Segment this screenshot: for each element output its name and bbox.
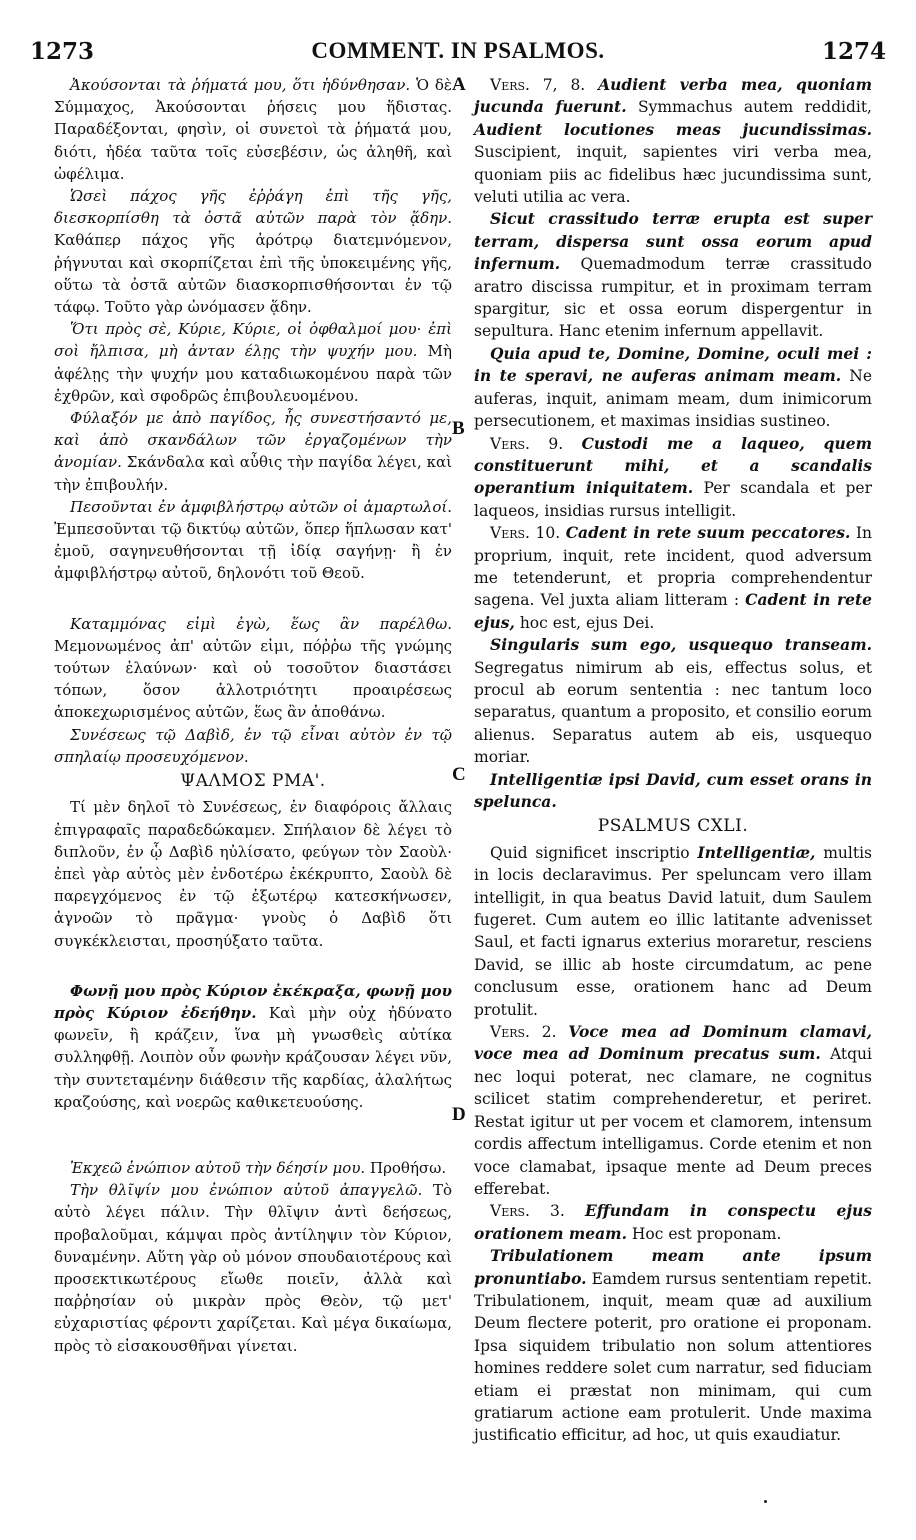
greek-paragraph: Ὅτι πρὸς σὲ, Κύριε, Κύριε, οἱ ὀφθαλμοί μου· ἐπὶ σοὶ ἤλπισα, μὴ ἀνταν έλῃς τὴν ψυχήν μου. Μὴ ἀφέλῃς τὴν ψυχήν μου καταδιωκομένου παρὰ τῶν ἐχθρῶν, καὶ σφοδρῶς ἐπιβουλευομένου. [54,320,452,405]
latin-column [474,74,872,1447]
latin-paragraph: Vers. 3. Effundam in conspectu ejus orationem meam. Hoc est proponam. [474,1201,873,1243]
margin-letter-a: A [452,74,466,95]
page-number-left: 1273 [30,38,95,65]
latin-paragraph: Vers. 2. Voce mea ad Dominum clamavi, voce mea ad Dominum precatus sum. Atqui nec loqui poterat, nec clamare, ne cognitus scilicet statim comprehenderetur, et periret. Restat igitur ut per vocem et clamorem, intensum cordis affectum intelligamus. Corde etenim et non voce clamabat, ipsaque mente ad Deum preces efferebat. [474,1022,872,1198]
greek-paragraph: Ἐκχεῶ ἐνώπιον αὐτοῦ τὴν δέησίν μου. Προθήσω. [70,1158,447,1177]
greek-paragraph: Καταμμόνας εἰμὶ ἐγὼ, ἕως ἂν παρέλθω. Μεμονωμένος ἀπ' αὐτῶν εἰμι, πόῤῥω τῆς γνώμης τούτων ἐλαύνων· καὶ οὐ τοσοῦτον διαστάσει τόπων, ὅσον ἀλλοτριότητι προαιρέσεως ἀποκεχωρισμένος αὐτῶν, ἕως ἂν ἀποθάνω. [54,614,452,722]
greek-paragraph: Ἀκούσονται τὰ ῥήματά μου, ὅτι ἡδύνθησαν. Ὁ δὲ Σύμμαχος, Ἀκούσονται ῥήσεις μου ἥδιστας. Παραδέξονται, φησὶν, οἱ συνετοὶ τὰ ῥήματά μου, διότι, ἡδέα ταῦτα τοῖς εὐσεβέσιν, ὡς ἀληθῆ, καὶ ὠφέλιμα. [54,76,452,183]
print-speck [764,1500,767,1503]
greek-paragraph: Ὡσεὶ πάχος γῆς ἐῤῥάγη ἐπὶ τῆς γῆς, διεσκορπίσθη τὰ ὀστᾶ αὐτῶν παρὰ τὸν ᾅδην. Καθάπερ πάχος γῆς ἀρότρῳ διατεμνόμενον, ῥήγνυται καὶ σκορπίζεται ἐπὶ τῆς ὑποκειμένης γῆς, οὕτω τὰ ὀστᾶ αὐτῶν διασκορπισθήσονται ἐν τῷ τάφῳ. Τοῦτο γὰρ ὠνόμασεν ᾅδην. [54,187,452,317]
margin-letter-c: C [452,764,466,785]
latin-paragraph: Sicut crassitudo terræ erupta est super terram, dispersa sunt ossa eorum apud infernum. Quemadmodum terræ crassitudo aratro discissa rumpitur, et in proximam terram spargitur, sic et ossa eorum dispergentur in sepultura. Hanc etenim infernum appellavit. [474,209,872,341]
greek-paragraph: Τί μὲν δηλοῖ τὸ Συνέσεως, ἐν διαφόροις ἄλλαις ἐπιγραφαῖς παραδεδώκαμεν. Σπήλαιον δὲ λέγει τὸ διπλοῦν, ἐν ᾧ Δαβὶδ ηὐλίσατο, φεύγων τὸν Σαοὺλ· ἐπεὶ γὰρ αὐτὸς μὲν ἐνδοτέρω ἐκέκρυπτο, Σαοὺλ δὲ παρεγχόμενος ἐν τῷ ἐξωτέρῳ κατεσκήνωσεν, ἀγνοῶν τὸ πρᾶγμα· γνοὺς ὁ Δαβὶδ ὅτι συγκέκλεισται, προσηύξατο ταῦτα. [54,798,452,950]
latin-paragraph: Quid significet inscriptio Intelligentiæ, multis in locis declaravimus. Per speluncam vero illam intelligit, in qua beatus David latuit, dum Saulem fugeret. Cum autem eo illic latitante advenisset Saul, et facti ignarus exterius moraretur, resciens David, se illic ab hoste circumdatum, ac pene conclusum esse, orationem hanc ad Deum protulit. [474,842,872,1019]
latin-paragraph: Quia apud te, Domine, Domine, oculi mei : in te speravi, ne auferas animam meam. Ne auferas, inquit, animam meam, dum inimicorum persecutionem, et maximas insidias sustineo. [474,343,872,431]
latin-paragraph: Vers. 7, 8. Audient verba mea, quoniam jucunda fuerunt. Symmachus autem reddidit, Audient locutiones meas jucundissimas. Suscipient, inquit, sapientes viri verba mea, quoniam piis ac fidelibus hæc jucundissima sunt, veluti utilia ac vera. [474,75,872,207]
margin-letter-d: D [452,1104,466,1125]
margin-letter-b: B [452,418,465,439]
greek-paragraph: Φωνῇ μου πρὸς Κύριον ἐκέκραξα, φωνῇ μου πρὸς Κύριον ἐδεήθην. Καὶ μὴν οὐχ ἠδύνατο φωνεῖν, ἢ κράζειν, ἵνα μὴ γνωσθεὶς αὐτίκα συλληφθῇ. Λοιπὸν οὖν φωνὴν κράζουσαν λέγει νῦν, τὴν συντεταμένην διάθεσιν τῆς καρδίας, ἀλαλήτως κραζούσης, καὶ νοερῶς καθικετευούσης. [54,981,452,1111]
greek-paragraph: Φύλαξόν με ἀπὸ παγίδος, ἧς συνεστήσαντό με, καὶ ἀπὸ σκανδάλων τῶν ἐργαζομένων τὴν ἀνομίαν. Σκάνδαλα καὶ αὖθις τὴν παγίδα λέγει, καὶ τὴν ἐπιβουλήν. [54,409,452,494]
running-title: COMMENT. IN PSALMOS. [311,38,605,63]
psalm-title-greek: ΨΑΛΜΟΣ ΡΜΑ'. [180,771,326,792]
greek-paragraph: Τὴν θλῖψίν μου ἐνώπιον αὐτοῦ ἀπαγγελῶ. Τὸ αὐτὸ λέγει πάλιν. Τὴν θλῖψιν ἀντὶ δεήσεως, προβαλοῦμαι, κάμψαι πρὸς ἀντίληψιν τὸν Κύριον, δυναμένην. Αὕτη γὰρ οὐ μόνον σπουδαιοτέρους καὶ προσεκτικωτέρους εἴωθε ποιεῖν, ἀλλὰ καὶ παῤῥησίαν οὐ μικρὰν πρὸς Θεὸν, τῷ μετ' εὐχαριστίας φέροντι χαρίζεται. Καὶ μέγα δικαίωμα, πρὸς τὸ εἰσακουσθῆναι γίνεται. [54,1181,452,1355]
page-number-right: 1274 [821,38,886,65]
greek-paragraph: Πεσοῦνται ἐν ἀμφιβλήστρῳ αὐτῶν οἱ ἁμαρτωλοί. Ἐμπεσοῦνται τῷ δικτύῳ αὐτῶν, ὅπερ ἥπλωσαν κατ' ἐμοῦ, σαγηνευθήσονται τῇ ἰδίᾳ σαγήνῃ· ἢ ἐν ἀμφιβλήστρῳ αὐτοῦ, δηλονότι τοῦ Θεοῦ. [54,497,452,583]
latin-paragraph: Vers. 9. Custodi me a laqueo, quem constituerunt mihi, et a scandalis operantium iniquitatem. Per scandala et per laqueos, insidias rursus intelligit. [474,433,872,520]
latin-paragraph: Tribulationem meam ante ipsum pronuntiabo. Eamdem rursus sententiam repetit. Tribulationem, inquit, meam quæ ad auxilium Deum flectere poterit, pro oratione ei proponam. Ipsa siquidem tribulatio non solum attentiores homines reddere solet cum narratur, sed fiduciam etiam ei præstat non minimam, qui cum gratiarum actione eam protulerit. Unde maxima justificatio efficitur, ad hoc, ut quis exaudiatur. [474,1246,872,1445]
greek-column [54,74,452,1357]
psalm-inscription: Συνέσεως τῷ Δαβὶδ, ἐν τῷ εἶναι αὐτὸν ἐν τῷ σπηλαίῳ προσευχόμενον. [54,725,452,766]
psalm-title-latin: PSALMUS CXLI. [597,816,749,837]
psalm-inscription-latin: Intelligentiæ ipsi David, cum esset orans in spelunca. [474,769,872,811]
latin-paragraph: Vers. 10. Cadent in rete suum peccatores. In proprium, inquit, rete incident, quod adversum me tetenderunt, et propria comprehendentur sagena. Vel juxta aliam litteram : Cadent in rete ejus, hoc est, ejus Dei. [474,523,873,632]
latin-paragraph: Singularis sum ego, usquequo transeam. Segregatus nimirum ab eis, effectus solus, et procul ab eorum sententia : nec tantum loco separatus, quantum a proposito, et consilio eorum alienus. Separatus autem ab eis, usquequo moriar. [474,635,872,767]
page-header [0,38,916,72]
